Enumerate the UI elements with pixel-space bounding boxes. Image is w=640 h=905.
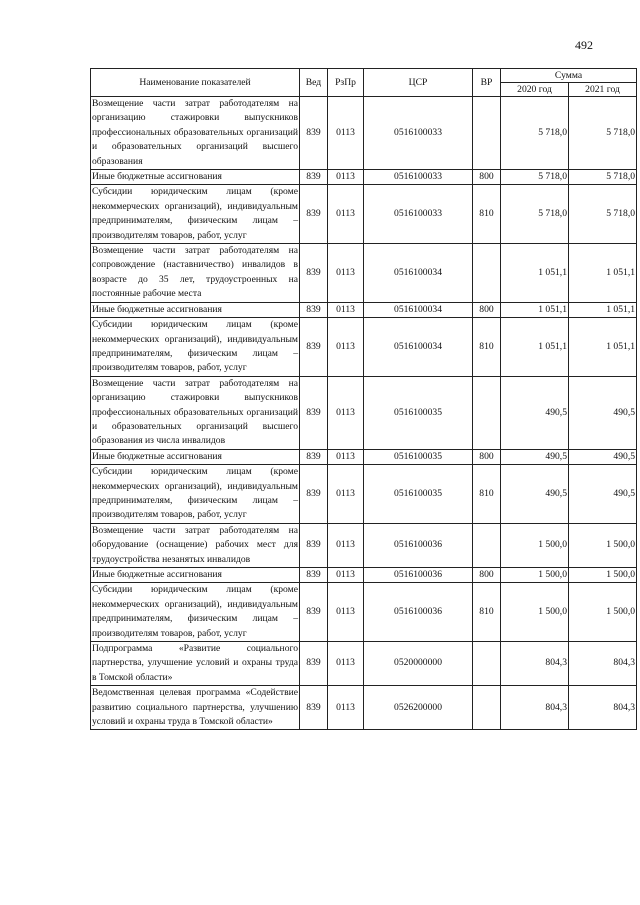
budget-table bbox=[90, 68, 637, 730]
row-rzpr: 0113 bbox=[328, 523, 364, 567]
row-amount-2020: 1 051,1 bbox=[501, 318, 569, 377]
row-vr: 810 bbox=[473, 465, 501, 524]
row-rzpr: 0113 bbox=[328, 465, 364, 524]
row-csr: 0516100033 bbox=[364, 185, 473, 244]
row-name: Ведомственная целевая программа «Содействие развитию социального партнерства, улучшению условий и охраны труда в Томской области» bbox=[91, 686, 300, 730]
row-amount-2020: 804,3 bbox=[501, 686, 569, 730]
row-amount-2021: 5 718,0 bbox=[569, 185, 637, 244]
row-vr: 810 bbox=[473, 185, 501, 244]
table-row bbox=[91, 170, 637, 185]
row-rzpr: 0113 bbox=[328, 302, 364, 317]
row-amount-2021: 490,5 bbox=[569, 449, 637, 464]
row-ved: 839 bbox=[300, 318, 328, 377]
row-amount-2021: 1 051,1 bbox=[569, 244, 637, 303]
row-csr: 0520000000 bbox=[364, 642, 473, 686]
row-amount-2020: 1 051,1 bbox=[501, 302, 569, 317]
row-amount-2020: 804,3 bbox=[501, 642, 569, 686]
row-amount-2021: 1 500,0 bbox=[569, 568, 637, 583]
page-number: 492 bbox=[575, 38, 593, 52]
row-csr: 0516100036 bbox=[364, 583, 473, 642]
row-amount-2020: 490,5 bbox=[501, 465, 569, 524]
row-ved: 839 bbox=[300, 170, 328, 185]
row-rzpr: 0113 bbox=[328, 318, 364, 377]
table-row bbox=[91, 568, 637, 583]
row-amount-2021: 5 718,0 bbox=[569, 170, 637, 185]
row-amount-2020: 5 718,0 bbox=[501, 185, 569, 244]
row-csr: 0516100036 bbox=[364, 568, 473, 583]
row-rzpr: 0113 bbox=[328, 568, 364, 583]
row-ved: 839 bbox=[300, 376, 328, 449]
row-ved: 839 bbox=[300, 583, 328, 642]
row-vr bbox=[473, 642, 501, 686]
row-ved: 839 bbox=[300, 185, 328, 244]
row-csr: 0516100034 bbox=[364, 244, 473, 303]
row-amount-2020: 490,5 bbox=[501, 449, 569, 464]
row-csr: 0516100034 bbox=[364, 302, 473, 317]
header-rzpr: РзПр bbox=[328, 69, 364, 97]
table-row bbox=[91, 318, 637, 377]
row-vr: 800 bbox=[473, 449, 501, 464]
row-name: Возмещение части затрат работодателям на сопровождение (наставничество) инвалидов в возрасте до 35 лет, трудоустроенных на постоянные рабочие места bbox=[91, 244, 300, 303]
row-ved: 839 bbox=[300, 523, 328, 567]
row-amount-2021: 490,5 bbox=[569, 465, 637, 524]
row-vr bbox=[473, 376, 501, 449]
row-amount-2020: 1 500,0 bbox=[501, 523, 569, 567]
row-vr: 800 bbox=[473, 302, 501, 317]
row-ved: 839 bbox=[300, 449, 328, 464]
table-row bbox=[91, 244, 637, 303]
table-row bbox=[91, 642, 637, 686]
table-row bbox=[91, 465, 637, 524]
row-amount-2020: 5 718,0 bbox=[501, 170, 569, 185]
row-rzpr: 0113 bbox=[328, 185, 364, 244]
row-name: Подпрограмма «Развитие социального партнерства, улучшение условий и охраны труда в Томской области» bbox=[91, 642, 300, 686]
row-name: Субсидии юридическим лицам (кроме некоммерческих организаций), индивидуальным предпринимателям, физическим лицам – производителям товаров, работ, услуг bbox=[91, 583, 300, 642]
row-vr bbox=[473, 523, 501, 567]
row-rzpr: 0113 bbox=[328, 170, 364, 185]
row-vr: 800 bbox=[473, 568, 501, 583]
header-csr: ЦСР bbox=[364, 69, 473, 97]
row-name: Субсидии юридическим лицам (кроме некоммерческих организаций), индивидуальным предпринимателям, физическим лицам – производителям товаров, работ, услуг bbox=[91, 465, 300, 524]
row-vr: 800 bbox=[473, 170, 501, 185]
table-row bbox=[91, 686, 637, 730]
row-csr: 0516100035 bbox=[364, 376, 473, 449]
row-csr: 0516100033 bbox=[364, 170, 473, 185]
row-amount-2020: 490,5 bbox=[501, 376, 569, 449]
row-amount-2021: 804,3 bbox=[569, 686, 637, 730]
row-amount-2021: 804,3 bbox=[569, 642, 637, 686]
row-name: Иные бюджетные ассигнования bbox=[91, 170, 300, 185]
row-vr bbox=[473, 686, 501, 730]
row-name: Иные бюджетные ассигнования bbox=[91, 302, 300, 317]
row-amount-2020: 1 051,1 bbox=[501, 244, 569, 303]
row-amount-2021: 5 718,0 bbox=[569, 97, 637, 170]
row-ved: 839 bbox=[300, 97, 328, 170]
row-rzpr: 0113 bbox=[328, 642, 364, 686]
row-rzpr: 0113 bbox=[328, 97, 364, 170]
table-row bbox=[91, 185, 637, 244]
header-2020: 2020 год bbox=[501, 83, 569, 97]
row-amount-2020: 1 500,0 bbox=[501, 583, 569, 642]
row-ved: 839 bbox=[300, 642, 328, 686]
row-vr bbox=[473, 244, 501, 303]
row-amount-2020: 5 718,0 bbox=[501, 97, 569, 170]
row-ved: 839 bbox=[300, 686, 328, 730]
row-amount-2021: 1 500,0 bbox=[569, 523, 637, 567]
row-amount-2021: 490,5 bbox=[569, 376, 637, 449]
table-body bbox=[91, 97, 637, 730]
row-name: Возмещение части затрат работодателям на организацию стажировки выпускников профессиональных образовательных организаций и образовательных организаций высшего образования из числа инвалидов bbox=[91, 376, 300, 449]
header-2021: 2021 год bbox=[569, 83, 637, 97]
header-name: Наименование показателей bbox=[91, 69, 300, 97]
header-vr: ВР bbox=[473, 69, 501, 97]
row-ved: 839 bbox=[300, 465, 328, 524]
row-name: Иные бюджетные ассигнования bbox=[91, 449, 300, 464]
table-row bbox=[91, 523, 637, 567]
row-csr: 0516100033 bbox=[364, 97, 473, 170]
row-rzpr: 0113 bbox=[328, 449, 364, 464]
row-amount-2020: 1 500,0 bbox=[501, 568, 569, 583]
row-name: Возмещение части затрат работодателям на оборудование (оснащение) рабочих мест для трудоустройства незанятых инвалидов bbox=[91, 523, 300, 567]
row-rzpr: 0113 bbox=[328, 244, 364, 303]
row-amount-2021: 1 051,1 bbox=[569, 318, 637, 377]
row-vr bbox=[473, 97, 501, 170]
row-csr: 0526200000 bbox=[364, 686, 473, 730]
row-rzpr: 0113 bbox=[328, 583, 364, 642]
table-row bbox=[91, 376, 637, 449]
row-name: Иные бюджетные ассигнования bbox=[91, 568, 300, 583]
row-ved: 839 bbox=[300, 302, 328, 317]
row-csr: 0516100035 bbox=[364, 449, 473, 464]
row-ved: 839 bbox=[300, 244, 328, 303]
row-vr: 810 bbox=[473, 583, 501, 642]
row-amount-2021: 1 500,0 bbox=[569, 583, 637, 642]
header-sum: Сумма bbox=[501, 69, 637, 83]
row-amount-2021: 1 051,1 bbox=[569, 302, 637, 317]
row-ved: 839 bbox=[300, 568, 328, 583]
header-ved: Вед bbox=[300, 69, 328, 97]
row-csr: 0516100035 bbox=[364, 465, 473, 524]
table-row bbox=[91, 97, 637, 170]
table-row bbox=[91, 302, 637, 317]
table-row bbox=[91, 583, 637, 642]
row-csr: 0516100036 bbox=[364, 523, 473, 567]
row-name: Субсидии юридическим лицам (кроме некоммерческих организаций), индивидуальным предпринимателям, физическим лицам – производителям товаров, работ, услуг bbox=[91, 318, 300, 377]
row-name: Субсидии юридическим лицам (кроме некоммерческих организаций), индивидуальным предпринимателям, физическим лицам – производителям товаров, работ, услуг bbox=[91, 185, 300, 244]
row-csr: 0516100034 bbox=[364, 318, 473, 377]
table-row bbox=[91, 449, 637, 464]
row-vr: 810 bbox=[473, 318, 501, 377]
row-rzpr: 0113 bbox=[328, 686, 364, 730]
row-rzpr: 0113 bbox=[328, 376, 364, 449]
row-name: Возмещение части затрат работодателям на организацию стажировки выпускников профессиональных образовательных организаций и образовательных организаций высшего образования bbox=[91, 97, 300, 170]
table-header bbox=[91, 69, 637, 97]
